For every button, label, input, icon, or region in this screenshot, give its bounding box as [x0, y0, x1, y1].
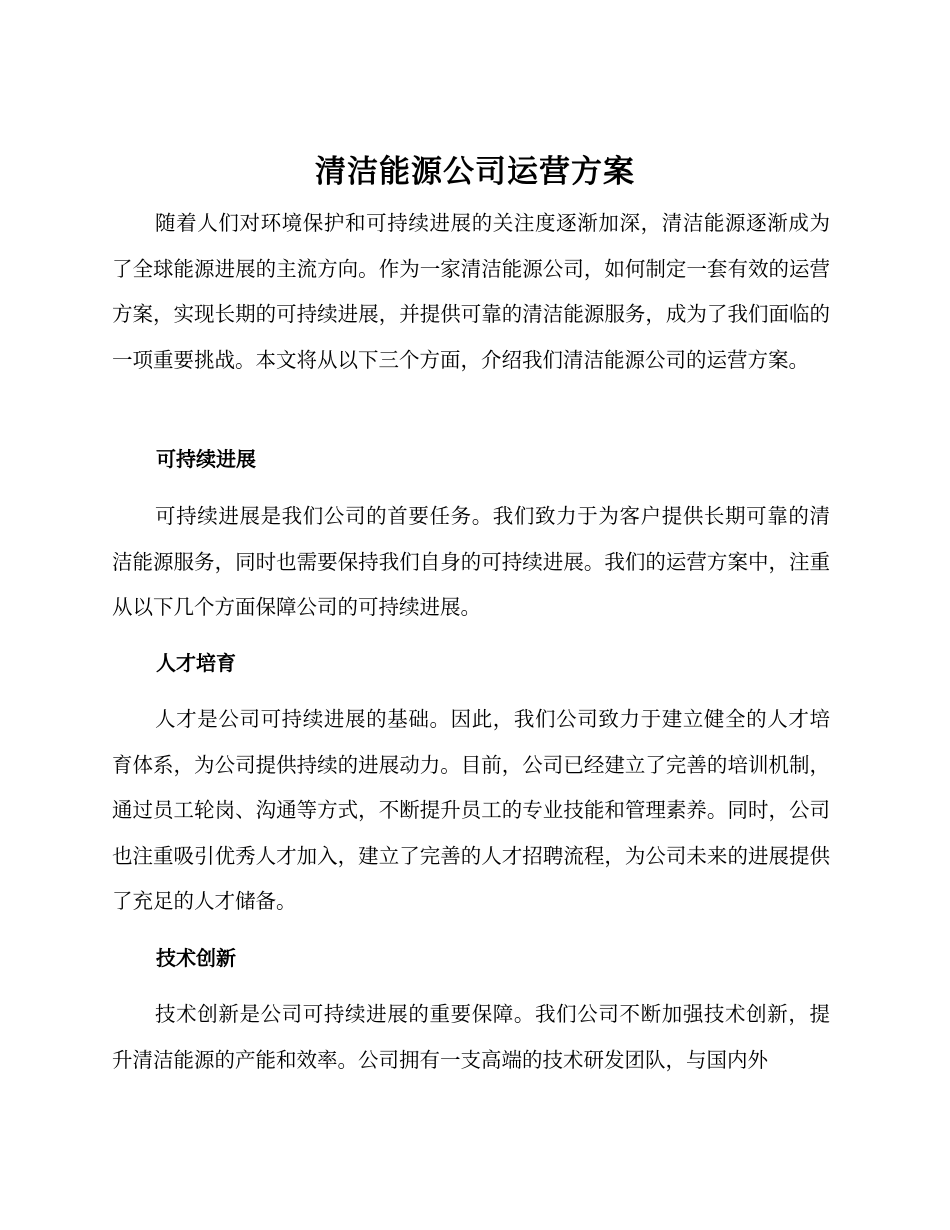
- section-heading: 人才培育: [156, 651, 236, 675]
- section-talent-development-body: [112, 697, 830, 925]
- section-paragraph: 人才是公司可持续进展的基础。因此，我们公司致力于建立健全的人才培育体系，为公司提供持续的进展动力。目前，公司已经建立了完善的培训机制，通过员工轮岗、沟通等方式，不断提升员工的专业技能和管理素养。同时，公司也注重吸引优秀人才加入，建立了完善的人才招聘流程，为公司未来的进展提供了充足的人才储备。: [112, 707, 830, 913]
- section-sustainable-development-body: [112, 494, 830, 631]
- section-talent-development: [112, 648, 830, 678]
- intro-section: [112, 201, 830, 383]
- document-title: 清洁能源公司运营方案: [315, 154, 635, 190]
- section-technical-innovation: [112, 943, 830, 973]
- section-technical-innovation-body: [112, 992, 830, 1083]
- section-paragraph: 技术创新是公司可持续进展的重要保障。我们公司不断加强技术创新，提升清洁能源的产能和效率。公司拥有一支高端的技术研发团队，与国内外: [112, 1002, 830, 1072]
- intro-paragraph: 随着人们对环境保护和可持续进展的关注度逐渐加深，清洁能源逐渐成为了全球能源进展的主流方向。作为一家清洁能源公司，如何制定一套有效的运营方案，实现长期的可持续进展，并提供可靠的清洁能源服务，成为了我们面临的一项重要挑战。本文将从以下三个方面，介绍我们清洁能源公司的运营方案。: [112, 211, 830, 372]
- section-heading: 可持续进展: [156, 447, 256, 471]
- section-sustainable-development: [112, 444, 830, 474]
- section-paragraph: 可持续进展是我们公司的首要任务。我们致力于为客户提供长期可靠的清洁能源服务，同时也需要保持我们自身的可持续进展。我们的运营方案中，注重从以下几个方面保障公司的可持续进展。: [112, 504, 830, 619]
- section-heading: 技术创新: [156, 946, 236, 970]
